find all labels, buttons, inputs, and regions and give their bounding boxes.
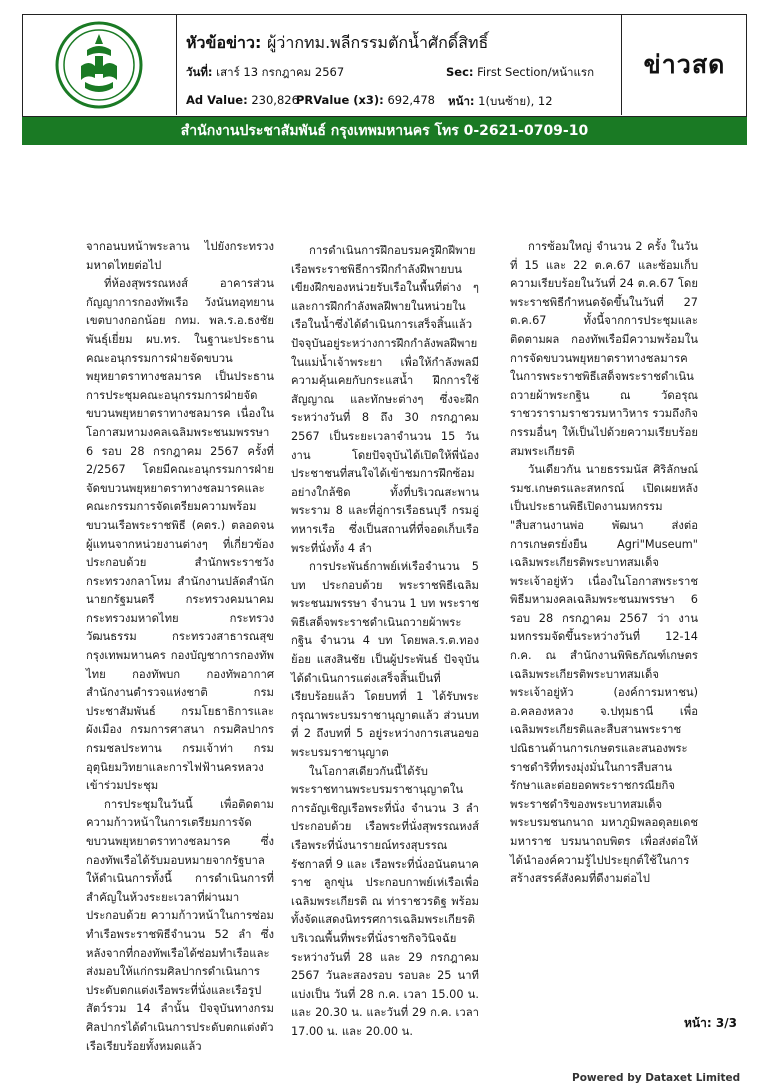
bangkok-seal-icon bbox=[51, 20, 147, 110]
article-paragraph: การดำเนินการฝึกอบรมครูฝึกฝีพายเรือพระราชพิธีการฝึกกำลังฝีพายบนเขียงฝึกของหน่วยรับเรือในพื้นที่ต่าง ๆ และการฝึกกำลังพลฝีพายในหน่วยในเรือในน้ำซึ่งได้ดำเนินการเสร็จสิ้นแล้ว ปัจจุบันอยู่ระหว่างการฝึกกำลังพลฝีพายในแม่น้ำเจ้าพระยา เพื่อให้กำลังพลมีความคุ้นเคยกับกระแสน้ำ ฝึกการใช้สัญญาณ และทักษะต่างๆ ซึ่งจะฝึกระหว่างวันที่ 8 ถึง 30 กรกฎาคม 2567 เป็นระยะเวลาจำนวน 15 วันงาน โดยปัจจุบันได้เปิดให้พี่น้องประชาชนที่สนใจได้เข้าชมการฝึกซ้อมอย่างใกล้ชิด ทั้งที่บริเวณสะพานพระราม 8 และที่อู่การเรือธนบุรี กรมอู่ทหารเรือ ซึ่งเป็นสถานที่ที่จอดเก็บเรือพระที่นั่งทั้ง 4 ลำ bbox=[291, 244, 479, 555]
ad-value bbox=[186, 93, 299, 107]
page-value: 1(บนซ้าย), 12 bbox=[478, 94, 553, 108]
pr-value bbox=[296, 93, 435, 107]
page-number bbox=[684, 1014, 737, 1033]
pr-value-number: 692,478 bbox=[387, 93, 435, 107]
page-number-value: 3/3 bbox=[715, 1016, 737, 1030]
news-type-tag: ข่าวสด bbox=[643, 50, 726, 79]
clipping-info bbox=[176, 15, 621, 115]
pr-value-label: PRValue (x3): bbox=[296, 93, 384, 107]
article-column-3 bbox=[510, 238, 698, 889]
logo-cell bbox=[23, 15, 177, 115]
section-label: Sec: bbox=[446, 65, 474, 79]
date-value: เสาร์ 13 กรกฎาคม 2567 bbox=[216, 65, 345, 79]
section bbox=[446, 64, 594, 82]
article-paragraph: จากอนบหน้าพระลาน ไปยังกระทรวงมหาดไทยต่อไป bbox=[86, 240, 274, 272]
clipping-header bbox=[22, 14, 747, 117]
article-paragraph: การซ้อมใหญ่ จำนวน 2 ครั้ง ในวันที่ 15 และ 22 ต.ค.67 และซ้อมเก็บความเรียบร้อยในวันที่ 24 ต.ค.67 โดยพระราชพิธีกำหนดจัดขึ้นในวันที่ 27 ต.ค.67 ทั้งนี้จากการประชุมและติดตามผล กองทัพเรือมีความพร้อมในการจัดขบวนพยุหยาตราทางชลมารคในการพระราชพิธีเสด็จพระราชดำเนินถวายผ้าพระกฐิน ณ วัดอรุณราชวรารามราชวรมหาวิหาร รวมถึงกิจกรรมอื่นๆ ให้เป็นไปด้วยความเรียบร้อยสมพระเกียรติ bbox=[510, 240, 698, 458]
headline-label: หัวข้อข่าว: bbox=[186, 33, 262, 52]
page-number-label: หน้า: bbox=[684, 1016, 712, 1030]
agency-banner: สำนักงานประชาสัมพันธ์ กรุงเทพมหานคร โทร 0-2621-0709-10 bbox=[22, 117, 747, 145]
article-paragraph: การประชุมในวันนี้ เพื่อติดตามความก้าวหน้าในการเตรียมการจัดขบวนพยุหยาตราทางชลมารค ซึ่งกองทัพเรือได้รับมอบหมายจากรัฐบาลให้ดำเนินการทั้งนี้ การดำเนินการที่สำคัญในห้วงระยะเวลาที่ผ่านมาประกอบด้วย ความก้าวหน้าในการซ่อมทำเรือพระราชพิธีจำนวน 52 ลำ ซึ่งหลังจากที่กองทัพเรือได้ซ่อมทำเรือและส่งมอบให้แก่กรมศิลปากรดำเนินการประดับตกแต่งเรือพระที่นั่งและเรือรูปสัตว์รวม 14 ลำนั้น ปัจจุบันทางกรมศิลปากรได้ดำเนินการประดับตกแต่งตัวเรือเรียบร้อยทั้งหมดแล้ว bbox=[86, 797, 274, 1053]
section-value: First Section/หน้าแรก bbox=[477, 65, 595, 79]
ad-value-number: 230,826 bbox=[251, 93, 299, 107]
article-paragraph: ในโอกาสเดียวกันนี้ได้รับพระราชทานพระบรมราชานุญาตในการอัญเชิญเรือพระที่นั่ง จำนวน 3 ลำ ประกอบด้วย เรือพระที่นั่งสุพรรณหงส์ เรือพระที่นั่งนารายณ์ทรงสุบรรณ รัชกาลที่ 9 และ เรือพระที่นั่งอนันตนาคราช ลูกขุ่น ประกอบกาพย์เห่เรือเพื่อเฉลิมพระเกียรติ ณ ท่าราชวรดิฐ พร้อมทั้งจัดแสดงนิทรรศการเฉลิมพระเกียรติบริเวณพื้นที่พระที่นั่งราชกิจวินิจฉัย ระหว่างวันที่ 28 และ 29 กรกฎาคม 2567 วันละสองรอบ รอบละ 25 นาที แบ่งเป็น วันที่ 28 ก.ค. เวลา 15.00 น. และ 20.30 น. และวันที่ 29 ก.ค. เวลา 17.00 น. และ 20.00 น. bbox=[291, 764, 479, 1038]
article-paragraph: วันเดียวกัน นายธรรมนัส ศิริลักษณ์ รมช.เกษตรและสหกรณ์ เปิดเผยหลังเป็นประธานพิธีเปิดงานมหกรรม "สืบสานงานพ่อ พัฒนา ส่งต่อการเกษตรยั่งยืน Agri"Museum" เฉลิมพระเกียรติพระบาทสมเด็จพระเจ้าอยู่หัว เนื่องในโอกาสพระราชพิธีมหามงคลเฉลิมพระชนมพรรษา 6 รอบ 28 กรกฎาคม 2567 ว่า งานมหกรรมจัดขึ้นระหว่างวันที่ 12-14 ก.ค. ณ สำนักงานพิพิธภัณฑ์เกษตรเฉลิมพระเกียรติพระบาทสมเด็จพระเจ้าอยู่หัว (องค์การมหาชน) อ.คลองหลวง จ.ปทุมธานี เพื่อเฉลิมพระเกียรติและสืบสานพระราชปณิธานด้านการเกษตรและสนองพระราชดำริที่ทรงมุ่งมั่นในการสืบสาน รักษาและต่อยอดพระราชกรณียกิจ พระราชดำริของพระบาทสมเด็จพระบรมชนกนาถ มหาภูมิพลอดุลยเดชมหาราช บรมนาถบพิตร เพื่อส่งต่อให้ได้นำองค์ความรู้ไปประยุกต์ใช้ในการสร้างสรรค์สังคมที่ดีงามต่อไป bbox=[510, 463, 698, 886]
date-label: วันที่: bbox=[186, 65, 213, 79]
article-paragraph: ที่ห้องสุพรรณหงส์ อาคารส่วนกัญญาการกองทัพเรือ วังนันทอุทยาน เขตบางกอกน้อย กทม. พล.ร.อ.ธงชัย พันธุ์เยี่ยม ผบ.ทร. ในฐานะประธานคณะอนุกรรมการฝ่ายจัดขบวนพยุหยาตราทางชลมารค เป็นประธานการประชุมคณะอนุกรรมการฝ่ายจัดขบวนพยุหยาตราทางชลมารค เนื่องในโอกาสมหามงคลเฉลิมพระชนมพรรษา 6 รอบ 28 กรกฎาคม 2567 ครั้งที่ 2/2567 โดยมีคณะอนุกรรมการฝ่ายจัดขบวนพยุหยาตราทางชลมารคและคณะกรรมการจัดเตรียมความพร้อมขบวนเรือพระราชพิธี (คตร.) ตลอดจนผู้แทนจากหน่วยงานต่างๆ ที่เกี่ยวข้อง ประกอบด้วย สำนักพระราชวัง กระทรวงกลาโหม สำนักงานปลัดสำนักนายกรัฐมนตรี กระทรวงคมนาคม กระทรวงมหาดไทย กระทรวงวัฒนธรรม กระทรวงสาธารณสุข กรุงเทพมหานคร กองบัญชาการกองทัพไทย กองทัพบก กองทัพอากาศ สำนักงานตำรวจแห่งชาติ กรมประชาสัมพันธ์ กรมโยธาธิการและผังเมือง กรมการศาสนา กรมศิลปากร กรมชลประทาน กรมเจ้าท่า กรมอุตุนิยมวิทยาและการไฟฟ้านครหลวง เข้าร่วมประชุม bbox=[86, 277, 274, 793]
headline-text: ผู้ว่ากทม.พลีกรรมตักน้ำศักดิ์สิทธิ์ bbox=[266, 33, 489, 52]
article-column-1 bbox=[86, 238, 274, 1056]
value-row bbox=[186, 93, 616, 107]
powered-by: Powered by Dataxet Limited bbox=[572, 1072, 741, 1084]
date-row bbox=[186, 64, 616, 82]
article-paragraph: การประพันธ์กาพย์เห่เรือจำนวน 5 บท ประกอบด้วย พระราชพิธีเฉลิมพระชนมพรรษา จำนวน 1 บท พระราชพิธีเสด็จพระราชดำเนินถวายผ้าพระกฐิน จำนวน 4 บท โดยพล.ร.ต.ทองย้อย แสงสินชัย เป็นผู้ประพันธ์ ปัจจุบันได้ดำเนินการแต่งเสร็จสิ้นเป็นที่เรียบร้อยแล้ว โดยบทที่ 1 ได้รับพระกรุณาพระบรมราชานุญาตแล้ว ส่วนบทที่ 2 ถึงบทที่ 5 อยู่ระหว่างการเสนอขอพระบรมราชานุญาต bbox=[291, 560, 479, 760]
news-type-cell bbox=[621, 15, 747, 115]
page-label: หน้า: bbox=[448, 94, 475, 108]
article-column-2 bbox=[291, 242, 479, 1042]
page-ref bbox=[448, 93, 553, 111]
headline bbox=[186, 31, 488, 56]
ad-value-label: Ad Value: bbox=[186, 93, 248, 107]
